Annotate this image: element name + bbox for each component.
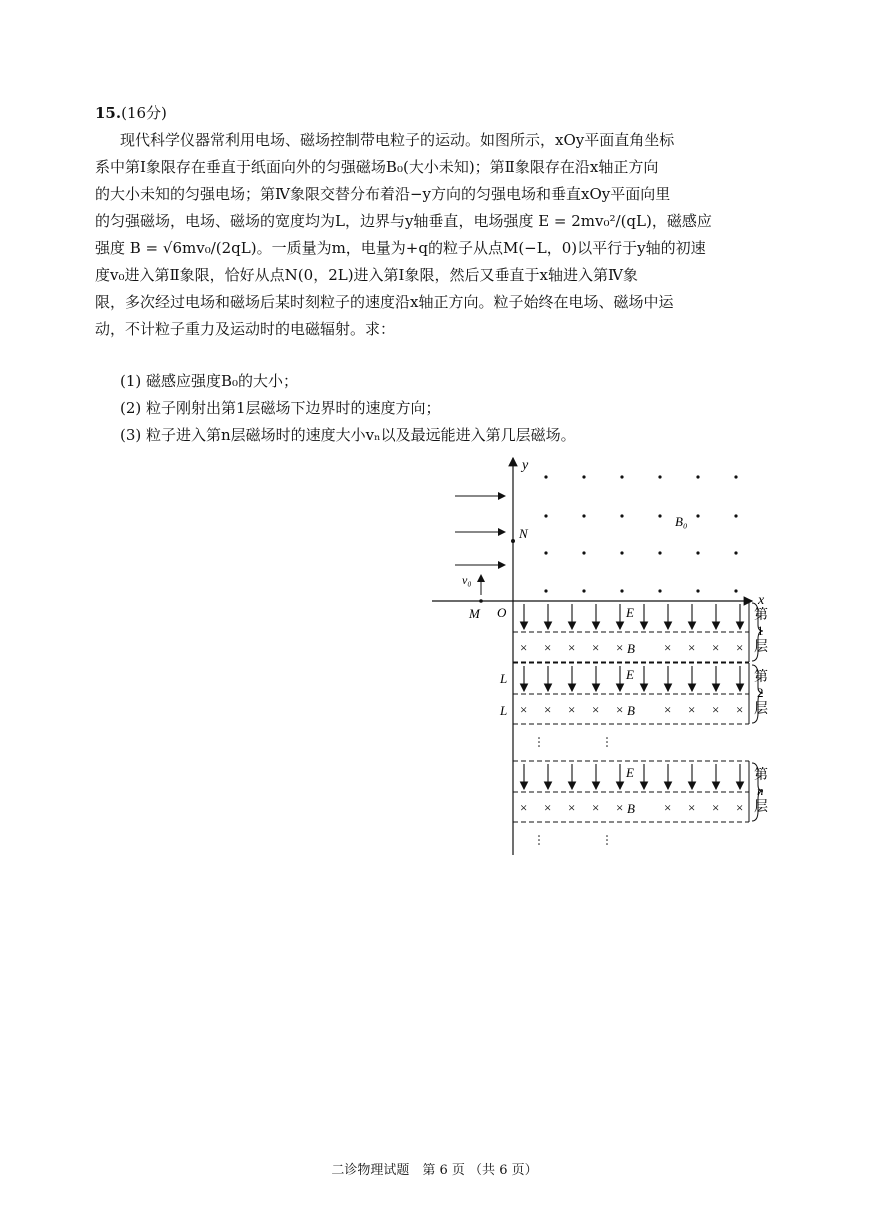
b0-dot [544, 589, 547, 592]
point-n [511, 539, 515, 543]
point-m-label: M [469, 606, 480, 621]
b0-dot [696, 589, 699, 592]
b0-dot [696, 514, 699, 517]
b-cross: × [568, 702, 576, 717]
b-cross: × [664, 702, 672, 717]
layer-label-char: 层 [754, 800, 768, 815]
stem-line: 的匀强磁场，电场、磁场的宽度均为L，边界与y轴垂直，电场强度 E = 2mv₀²/(qL)，磁感应 [95, 212, 712, 230]
page-footer: 二诊物理试题 第 6 页 （共 6 页） [331, 1163, 538, 1178]
b-label: B [627, 801, 635, 816]
b-cross: × [736, 640, 744, 655]
stem-line: 动，不计粒子重力及运动时的电磁辐射。求： [95, 320, 396, 338]
stem-line: 度v₀进入第Ⅱ象限，恰好从点N(0，2L)进入第Ⅰ象限，然后又垂直于x轴进入第Ⅳ象 [95, 266, 638, 284]
b-cross: × [664, 800, 672, 815]
layer-label-num: 2 [757, 685, 764, 700]
ellipsis-2 [538, 835, 608, 845]
b0-dot [582, 551, 585, 554]
e-label: E [626, 765, 634, 780]
b0-dot [582, 475, 585, 478]
b0-dot [620, 514, 623, 517]
b0-dot [544, 514, 547, 517]
stem-line: 现代科学仪器常利用电场、磁场控制带电粒子的运动。如图所示，xOy平面直角坐标 [120, 131, 675, 149]
b0-label: B₀ [675, 514, 688, 529]
sub-question-1: (1) 磁感应强度B₀的大小； [120, 372, 299, 390]
question-number: 15. [95, 104, 122, 122]
stem-line: 系中第Ⅰ象限存在垂直于纸面向外的匀强磁场B₀(大小未知)；第Ⅱ象限存在沿x轴正方向 [95, 158, 659, 176]
l-label-2: L [500, 703, 508, 718]
b-cross: × [688, 800, 696, 815]
b-cross: × [592, 640, 600, 655]
b0-dot [620, 589, 623, 592]
b-cross: × [544, 702, 552, 717]
layer-label-char: 第 [754, 670, 768, 685]
x-axis-label: x [758, 593, 765, 608]
b0-dot [734, 551, 737, 554]
b-cross: × [616, 640, 624, 655]
b-cross: × [544, 640, 552, 655]
point-m [479, 599, 483, 603]
b0-dot [734, 514, 737, 517]
b-cross: × [520, 640, 528, 655]
b-cross: × [568, 640, 576, 655]
layer-label-num: n [757, 783, 764, 798]
b0-dot [734, 589, 737, 592]
b0-dot [658, 514, 661, 517]
sub-question-3: (3) 粒子进入第n层磁场时的速度大小vₙ以及最远能进入第几层磁场。 [120, 426, 576, 444]
layer-label-char: 第 [754, 608, 768, 623]
layers [513, 601, 768, 822]
b0-dot [544, 475, 547, 478]
b-cross: × [688, 702, 696, 717]
b-cross: × [664, 640, 672, 655]
b0-dot [544, 551, 547, 554]
stem-line: 强度 B = √6mv₀/(2qL)。一质量为m，电量为+q的粒子从点M(−L，0)以平行于y轴的初速 [95, 239, 706, 257]
b0-dot [696, 551, 699, 554]
b0-dots [544, 475, 737, 592]
layer-label-char: 层 [754, 702, 768, 717]
layer-label-num: 1 [757, 623, 764, 638]
b0-dot [582, 514, 585, 517]
b0-dot [582, 589, 585, 592]
v0-label: v₀ [462, 573, 472, 587]
question-score: (16分) [121, 104, 167, 122]
e-label: E [626, 667, 634, 682]
point-n-label: N [519, 526, 528, 541]
stem-line: 的大小未知的匀强电场；第Ⅳ象限交替分布着沿−y方向的匀强电场和垂直xOy平面向里 [95, 185, 671, 203]
b0-dot [620, 475, 623, 478]
b0-dot [696, 475, 699, 478]
b0-dot [734, 475, 737, 478]
b-cross: × [568, 800, 576, 815]
b-cross: × [736, 702, 744, 717]
b0-dot [658, 475, 661, 478]
layer-label-char: 第 [754, 768, 768, 783]
b-cross: × [712, 702, 720, 717]
b-cross: × [688, 640, 696, 655]
b-cross: × [616, 800, 624, 815]
b-cross: × [544, 800, 552, 815]
sub-question-2: (2) 粒子刚射出第1层磁场下边界时的速度方向； [120, 399, 441, 417]
b-cross: × [520, 800, 528, 815]
ellipsis-1 [538, 737, 608, 747]
l-label-1: L [500, 671, 508, 686]
e-label: E [626, 605, 634, 620]
b0-dot [658, 551, 661, 554]
b-label: B [627, 703, 635, 718]
origin-label: O [497, 605, 507, 620]
layer-label-char: 层 [754, 640, 768, 655]
b-cross: × [616, 702, 624, 717]
stem-line: 限，多次经过电场和磁场后某时刻粒子的速度沿x轴正方向。粒子始终在电场、磁场中运 [95, 293, 674, 311]
b0-dot [658, 589, 661, 592]
b-cross: × [592, 702, 600, 717]
b-cross: × [520, 702, 528, 717]
b-cross: × [712, 640, 720, 655]
b-cross: × [592, 800, 600, 815]
b0-dot [620, 551, 623, 554]
b-cross: × [712, 800, 720, 815]
y-axis-label: y [522, 458, 529, 473]
b-label: B [627, 641, 635, 656]
b-cross: × [736, 800, 744, 815]
